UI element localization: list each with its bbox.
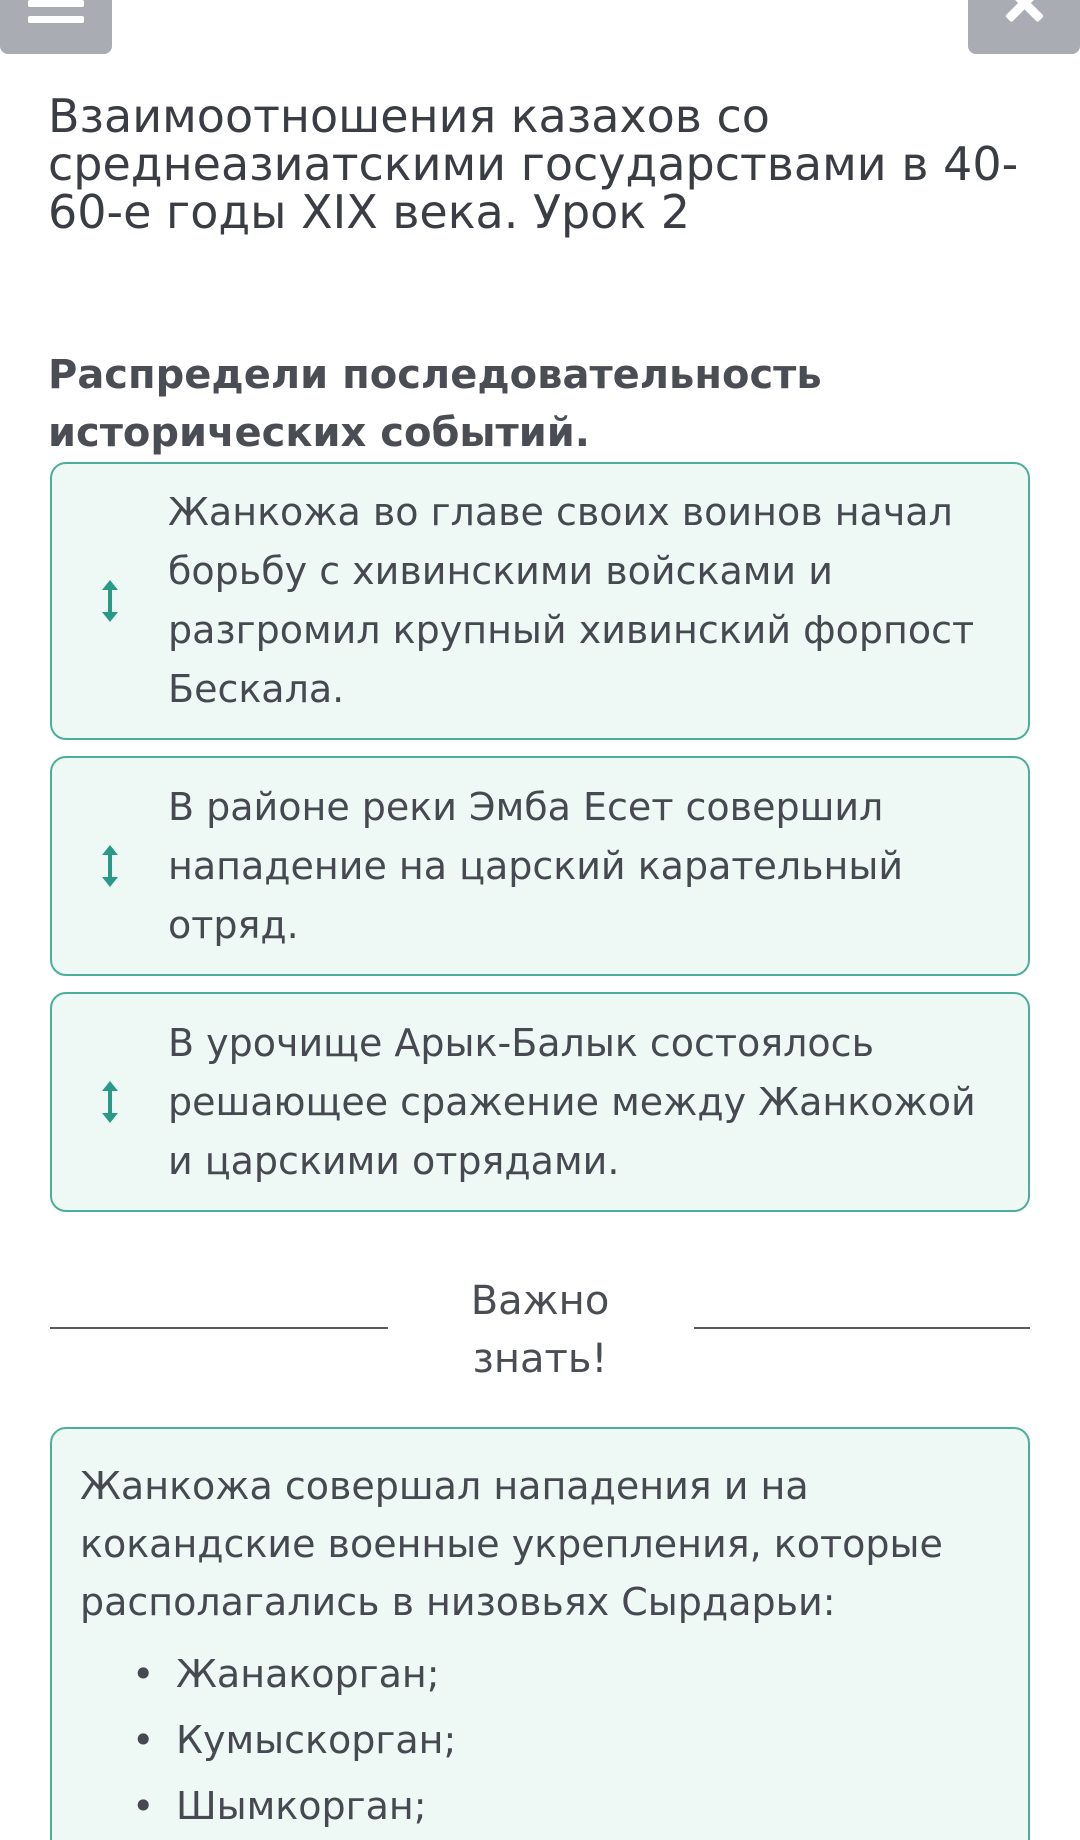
important-info-text: Жанкожа совершал нападения и на кокандские военные укрепления, которые располагались в низовьях Сырдарьи:: [80, 1464, 943, 1624]
close-button[interactable]: [968, 0, 1080, 54]
sequence-item-2[interactable]: [50, 756, 1030, 976]
sequence-list: [50, 462, 1030, 1228]
list-item: [132, 1773, 1000, 1839]
divider-left: [50, 1327, 388, 1329]
list-item: [132, 1707, 1000, 1773]
drag-vertical-arrows-icon[interactable]: [102, 1081, 118, 1123]
sequence-item-text: В районе реки Эмба Есет совершил нападение на царский карательный отряд.: [168, 784, 904, 947]
drag-vertical-arrows-icon[interactable]: [102, 580, 118, 622]
fortress-list: [80, 1641, 1000, 1839]
sequence-item-text: В урочище Арык-Балык состоялось решающее сражение между Жанкожой и царскими отрядами.: [168, 1020, 976, 1183]
sequence-item-3[interactable]: [50, 992, 1030, 1212]
list-item-text: Шымкорган;: [176, 1784, 427, 1828]
drag-vertical-arrows-icon[interactable]: [102, 845, 118, 887]
list-item: [132, 1641, 1000, 1707]
bullet-icon: •: [132, 1718, 155, 1762]
list-item-text: Жанакорган;: [176, 1652, 440, 1696]
important-heading: Важно знать!: [470, 1278, 610, 1382]
menu-button[interactable]: [0, 0, 112, 54]
bullet-icon: •: [132, 1784, 155, 1828]
sequence-item-1[interactable]: [50, 462, 1030, 740]
hamburger-menu-icon: [28, 0, 84, 32]
bullet-icon: •: [132, 1652, 155, 1696]
task-prompt: Распредели последовательность исторических событий.: [48, 352, 822, 456]
lesson-title: Взаимоотношения казахов со среднеазиатскими государствами в 40-60-е годы XIX века. Урок 2: [48, 89, 1019, 239]
list-item-text: Кумыскорган;: [176, 1718, 457, 1762]
sequence-item-text: Жанкожа во главе своих воинов начал борьбу с хивинскими войсками и разгромил крупный хивинский форпост Бескала.: [168, 490, 975, 711]
divider-right: [694, 1327, 1030, 1329]
important-info-card: [50, 1427, 1030, 1840]
close-icon: [1004, 0, 1044, 26]
